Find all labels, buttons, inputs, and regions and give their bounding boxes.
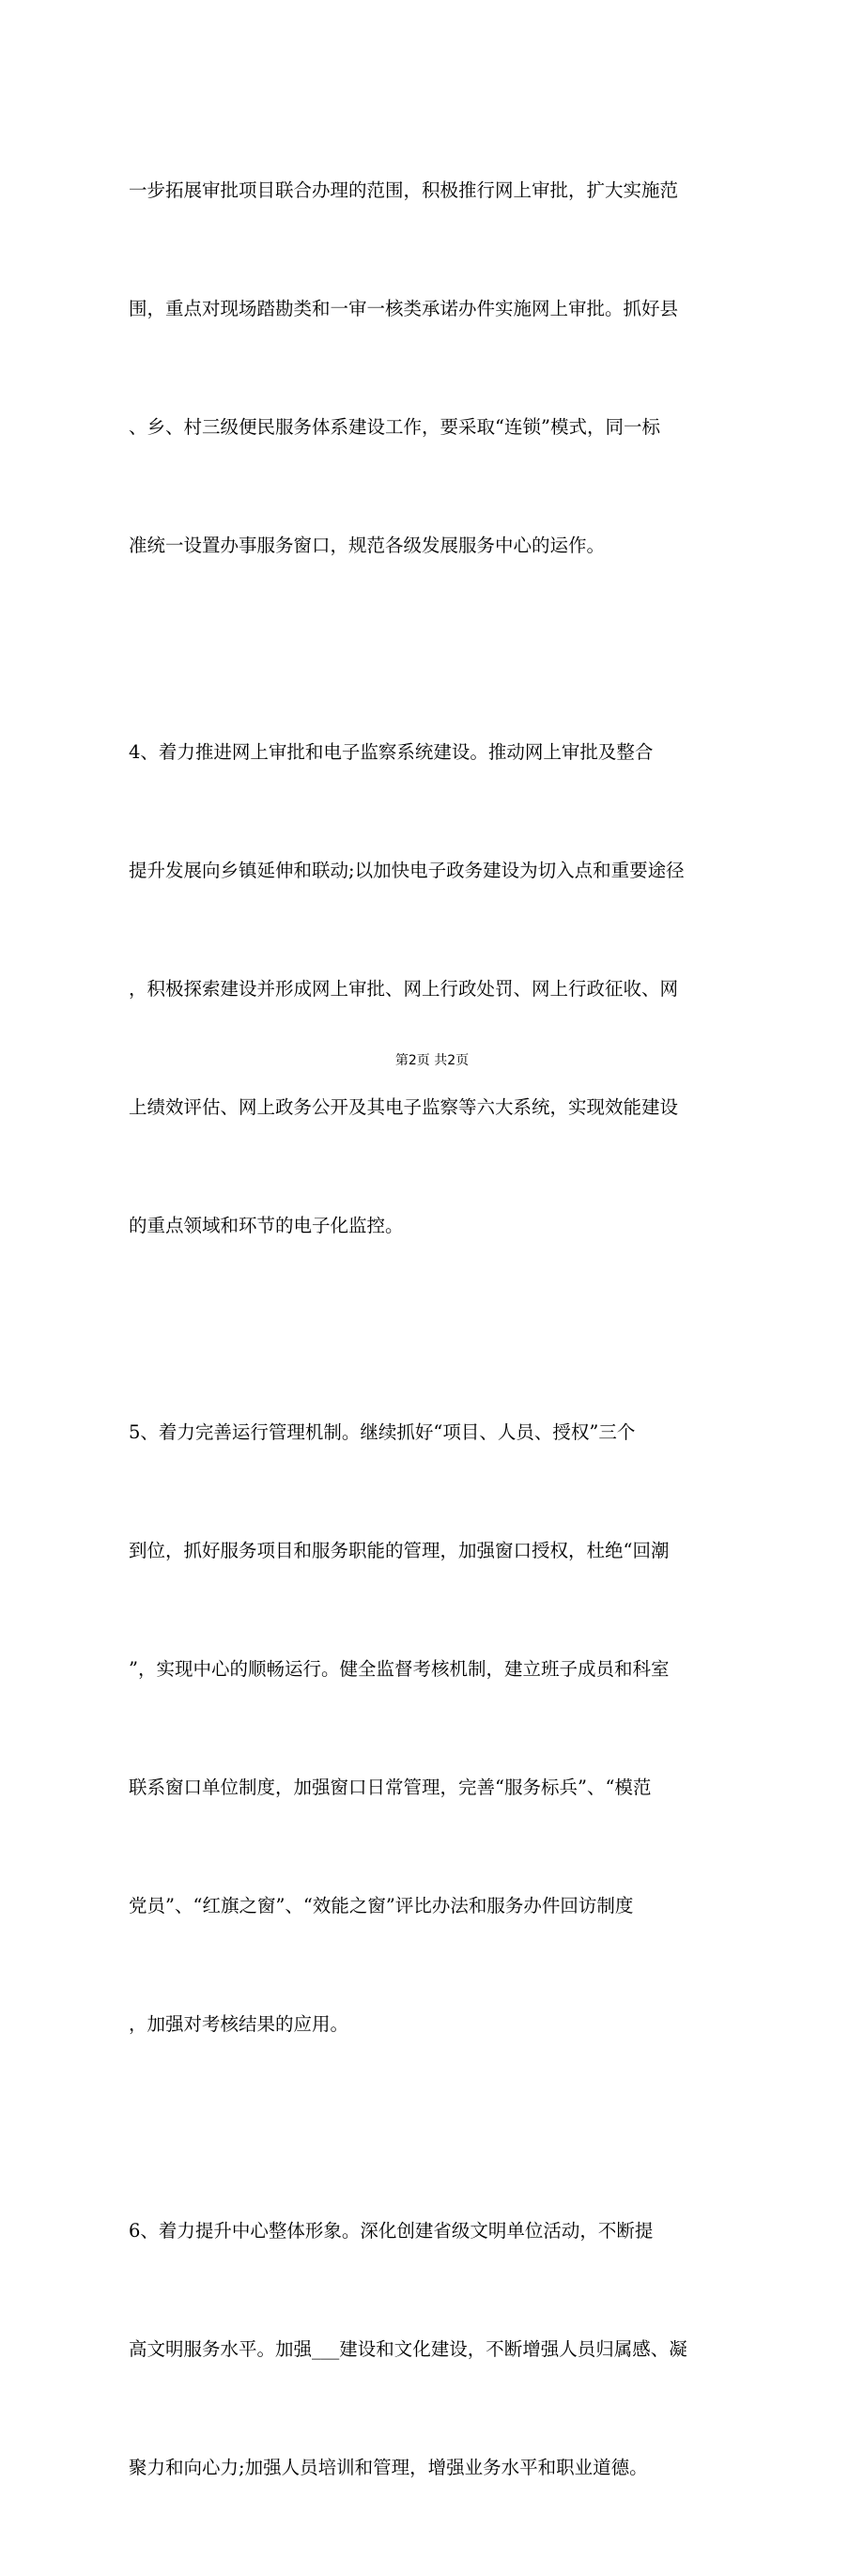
text-line: 高文明服务水平。加强___建设和文化建设，不断增强人员归属感、凝 [129, 2338, 687, 2360]
text-line: 提升发展向乡镇延伸和联动;以加快电子政务建设为切入点和重要途径 [129, 860, 685, 881]
text-line: ”，实现中心的顺畅运行。健全监督考核机制，建立班子成员和科室 [129, 1658, 670, 1680]
text-line: 5、着力完善运行管理机制。继续抓好“项目、人员、授权”三个 [129, 1421, 636, 1443]
text-line: ，积极探索建设并形成网上审批、网上行政处罚、网上行政征收、网 [129, 978, 679, 1000]
text-line: 6、着力提升中心整体形象。深化创建省级文明单位活动，不断提 [129, 2220, 654, 2242]
paragraph-item-5 [129, 1334, 739, 2123]
text-line: ，加强对考核结果的应用。 [129, 2013, 349, 2035]
text-line: 到位，抓好服务项目和服务职能的管理，加强窗口授权，杜绝“回潮 [129, 1540, 670, 1561]
text-line: 4、着力推进网上审批和电子监察系统建设。推动网上审批及整合 [129, 741, 654, 763]
page-number-footer: 第2页 共2页 [394, 1053, 470, 1068]
text-line: 聚力和向心力;加强人员培训和管理，增强业务水平和职业道德。 [129, 2457, 648, 2478]
paragraph-item-4 [129, 654, 739, 1325]
paragraph-item-6 [129, 2133, 739, 2567]
text-line: 上绩效评估、网上政务公开及其电子监察等六大系统，实现效能建设 [129, 1096, 679, 1118]
text-line: 、乡、村三级便民服务体系建设工作，要采取“连锁”模式，同一标 [129, 416, 660, 438]
document-body [129, 92, 739, 2576]
text-line: 联系窗口单位制度，加强窗口日常管理，完善“服务标兵”、“模范 [129, 1777, 652, 1798]
text-line: 党员”、“红旗之窗”、“效能之窗”评比办法和服务办件回访制度 [129, 1895, 634, 1916]
text-line: 准统一设置办事服务窗口，规范各级发展服务中心的运作。 [129, 535, 606, 556]
paragraph-continuation [129, 92, 739, 644]
text-line: 的重点领域和环节的电子化监控。 [129, 1215, 404, 1236]
text-line: 一步拓展审批项目联合办理的范围，积极推行网上审批，扩大实施范 [129, 179, 679, 201]
text-line: 围，重点对现场踏勘类和一审一核类承诺办件实施网上审批。抓好县 [129, 298, 679, 319]
